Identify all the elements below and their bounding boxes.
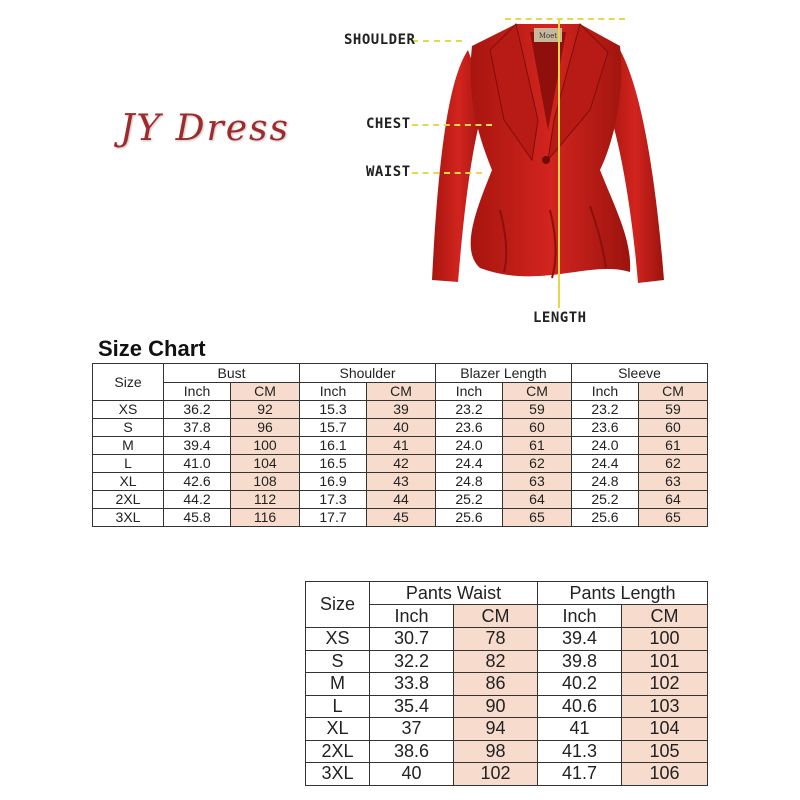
cm-value-cell: 62	[638, 455, 707, 473]
size-cell: 2XL	[306, 740, 370, 763]
waist-guide	[412, 172, 482, 174]
pants-chart-row	[306, 740, 708, 763]
cm-value-cell: 102	[622, 673, 708, 696]
size-chart-row	[93, 473, 708, 491]
inch-value-cell: 25.6	[436, 509, 503, 527]
inch-value-cell: 39.8	[538, 650, 622, 673]
cm-value-cell: 61	[638, 437, 707, 455]
length-label: LENGTH	[533, 310, 587, 326]
cm-value-cell: 104	[622, 718, 708, 741]
cm-value-cell: 60	[502, 419, 571, 437]
inch-value-cell: 40	[370, 763, 454, 786]
cm-value-cell: 101	[622, 650, 708, 673]
inch-value-cell: 16.5	[300, 455, 367, 473]
size-header: Size	[93, 364, 164, 401]
inch-value-cell: 17.3	[300, 491, 367, 509]
group-header-blazer-length: Blazer Length	[436, 364, 572, 383]
inch-value-cell: 16.9	[300, 473, 367, 491]
inch-value-cell: 15.7	[300, 419, 367, 437]
inch-value-cell: 41.7	[538, 763, 622, 786]
cm-value-cell: 116	[231, 509, 300, 527]
pants-sub-header-inch: Inch	[538, 605, 622, 628]
sub-header-inch: Inch	[164, 383, 231, 401]
sub-header-cm: CM	[231, 383, 300, 401]
cm-value-cell: 60	[638, 419, 707, 437]
size-cell: L	[306, 695, 370, 718]
pants-sub-header-cm: CM	[454, 605, 538, 628]
cm-value-cell: 42	[366, 455, 435, 473]
inch-value-cell: 41	[538, 718, 622, 741]
size-cell: S	[306, 650, 370, 673]
size-chart-title: Size Chart	[98, 336, 206, 361]
inch-value-cell: 24.0	[436, 437, 503, 455]
cm-value-cell: 59	[638, 401, 707, 419]
cm-value-cell: 102	[454, 763, 538, 786]
inch-value-cell: 36.2	[164, 401, 231, 419]
pants-chart-row	[306, 650, 708, 673]
pants-size-header: Size	[306, 582, 370, 628]
length-guide	[558, 20, 560, 308]
inch-value-cell: 30.7	[370, 628, 454, 651]
brand-logo: JY Dress	[120, 108, 290, 149]
inch-value-cell: 41.3	[538, 740, 622, 763]
size-cell: S	[93, 419, 164, 437]
group-header-shoulder: Shoulder	[300, 364, 436, 383]
size-chart-row	[93, 419, 708, 437]
inch-value-cell: 24.8	[436, 473, 503, 491]
inch-value-cell: 44.2	[164, 491, 231, 509]
size-chart-row	[93, 401, 708, 419]
cm-value-cell: 104	[231, 455, 300, 473]
inch-value-cell: 45.8	[164, 509, 231, 527]
size-cell: XL	[306, 718, 370, 741]
inch-value-cell: 25.6	[571, 509, 638, 527]
group-header-pants-length: Pants Length	[538, 582, 708, 605]
cm-value-cell: 90	[454, 695, 538, 718]
inch-value-cell: 17.7	[300, 509, 367, 527]
cm-value-cell: 40	[366, 419, 435, 437]
inch-value-cell: 33.8	[370, 673, 454, 696]
inch-value-cell: 37	[370, 718, 454, 741]
inch-value-cell: 39.4	[164, 437, 231, 455]
inch-value-cell: 23.2	[436, 401, 503, 419]
sub-header-cm: CM	[366, 383, 435, 401]
inch-value-cell: 24.0	[571, 437, 638, 455]
size-chart-table	[92, 363, 708, 527]
cm-value-cell: 61	[502, 437, 571, 455]
pants-chart-table	[305, 581, 708, 786]
size-cell: XL	[93, 473, 164, 491]
inch-value-cell: 37.8	[164, 419, 231, 437]
size-cell: 3XL	[93, 509, 164, 527]
chest-guide	[412, 124, 492, 126]
inch-value-cell: 23.6	[436, 419, 503, 437]
inch-value-cell: 24.8	[571, 473, 638, 491]
size-chart-row	[93, 509, 708, 527]
brand-tag-text: Moet	[538, 32, 558, 40]
inch-value-cell: 25.2	[436, 491, 503, 509]
group-header-bust: Bust	[164, 364, 300, 383]
sub-header-inch: Inch	[300, 383, 367, 401]
blazer-image	[420, 10, 680, 300]
size-cell: M	[93, 437, 164, 455]
cm-value-cell: 65	[638, 509, 707, 527]
pants-chart-row	[306, 718, 708, 741]
shoulder-label: SHOULDER	[344, 32, 416, 48]
size-cell: L	[93, 455, 164, 473]
cm-value-cell: 106	[622, 763, 708, 786]
pants-sub-header-inch: Inch	[370, 605, 454, 628]
pants-chart-row	[306, 763, 708, 786]
cm-value-cell: 105	[622, 740, 708, 763]
cm-value-cell: 82	[454, 650, 538, 673]
cm-value-cell: 108	[231, 473, 300, 491]
size-chart-row	[93, 455, 708, 473]
shoulder-guide	[412, 40, 462, 42]
cm-value-cell: 103	[622, 695, 708, 718]
size-chart-row	[93, 491, 708, 509]
pants-chart-row	[306, 695, 708, 718]
cm-value-cell: 45	[366, 509, 435, 527]
cm-value-cell: 63	[638, 473, 707, 491]
size-cell: 2XL	[93, 491, 164, 509]
inch-value-cell: 42.6	[164, 473, 231, 491]
shoulder-span-guide	[505, 18, 625, 20]
inch-value-cell: 25.2	[571, 491, 638, 509]
cm-value-cell: 65	[502, 509, 571, 527]
cm-value-cell: 59	[502, 401, 571, 419]
pants-chart-body	[306, 628, 708, 786]
size-cell: 3XL	[306, 763, 370, 786]
cm-value-cell: 41	[366, 437, 435, 455]
cm-value-cell: 92	[231, 401, 300, 419]
cm-value-cell: 64	[502, 491, 571, 509]
sub-header-cm: CM	[638, 383, 707, 401]
inch-value-cell: 15.3	[300, 401, 367, 419]
size-chart-row	[93, 437, 708, 455]
size-chart-body	[93, 401, 708, 527]
pants-chart-row	[306, 673, 708, 696]
inch-value-cell: 16.1	[300, 437, 367, 455]
chest-label: CHEST	[366, 116, 411, 132]
size-cell: XS	[93, 401, 164, 419]
inch-value-cell: 35.4	[370, 695, 454, 718]
cm-value-cell: 100	[622, 628, 708, 651]
inch-value-cell: 24.4	[436, 455, 503, 473]
inch-value-cell: 41.0	[164, 455, 231, 473]
inch-value-cell: 24.4	[571, 455, 638, 473]
pants-sub-header-cm: CM	[622, 605, 708, 628]
pants-chart-row	[306, 628, 708, 651]
inch-value-cell: 23.6	[571, 419, 638, 437]
sub-header-inch: Inch	[571, 383, 638, 401]
sub-header-inch: Inch	[436, 383, 503, 401]
cm-value-cell: 86	[454, 673, 538, 696]
cm-value-cell: 96	[231, 419, 300, 437]
inch-value-cell: 40.2	[538, 673, 622, 696]
size-cell: M	[306, 673, 370, 696]
cm-value-cell: 98	[454, 740, 538, 763]
waist-label: WAIST	[366, 164, 411, 180]
cm-value-cell: 64	[638, 491, 707, 509]
inch-value-cell: 23.2	[571, 401, 638, 419]
cm-value-cell: 100	[231, 437, 300, 455]
group-header-pants-waist: Pants Waist	[370, 582, 538, 605]
sub-header-cm: CM	[502, 383, 571, 401]
inch-value-cell: 39.4	[538, 628, 622, 651]
inch-value-cell: 40.6	[538, 695, 622, 718]
size-cell: XS	[306, 628, 370, 651]
cm-value-cell: 62	[502, 455, 571, 473]
inch-value-cell: 32.2	[370, 650, 454, 673]
cm-value-cell: 94	[454, 718, 538, 741]
cm-value-cell: 39	[366, 401, 435, 419]
cm-value-cell: 78	[454, 628, 538, 651]
cm-value-cell: 112	[231, 491, 300, 509]
inch-value-cell: 38.6	[370, 740, 454, 763]
cm-value-cell: 44	[366, 491, 435, 509]
group-header-sleeve: Sleeve	[571, 364, 707, 383]
cm-value-cell: 63	[502, 473, 571, 491]
cm-value-cell: 43	[366, 473, 435, 491]
